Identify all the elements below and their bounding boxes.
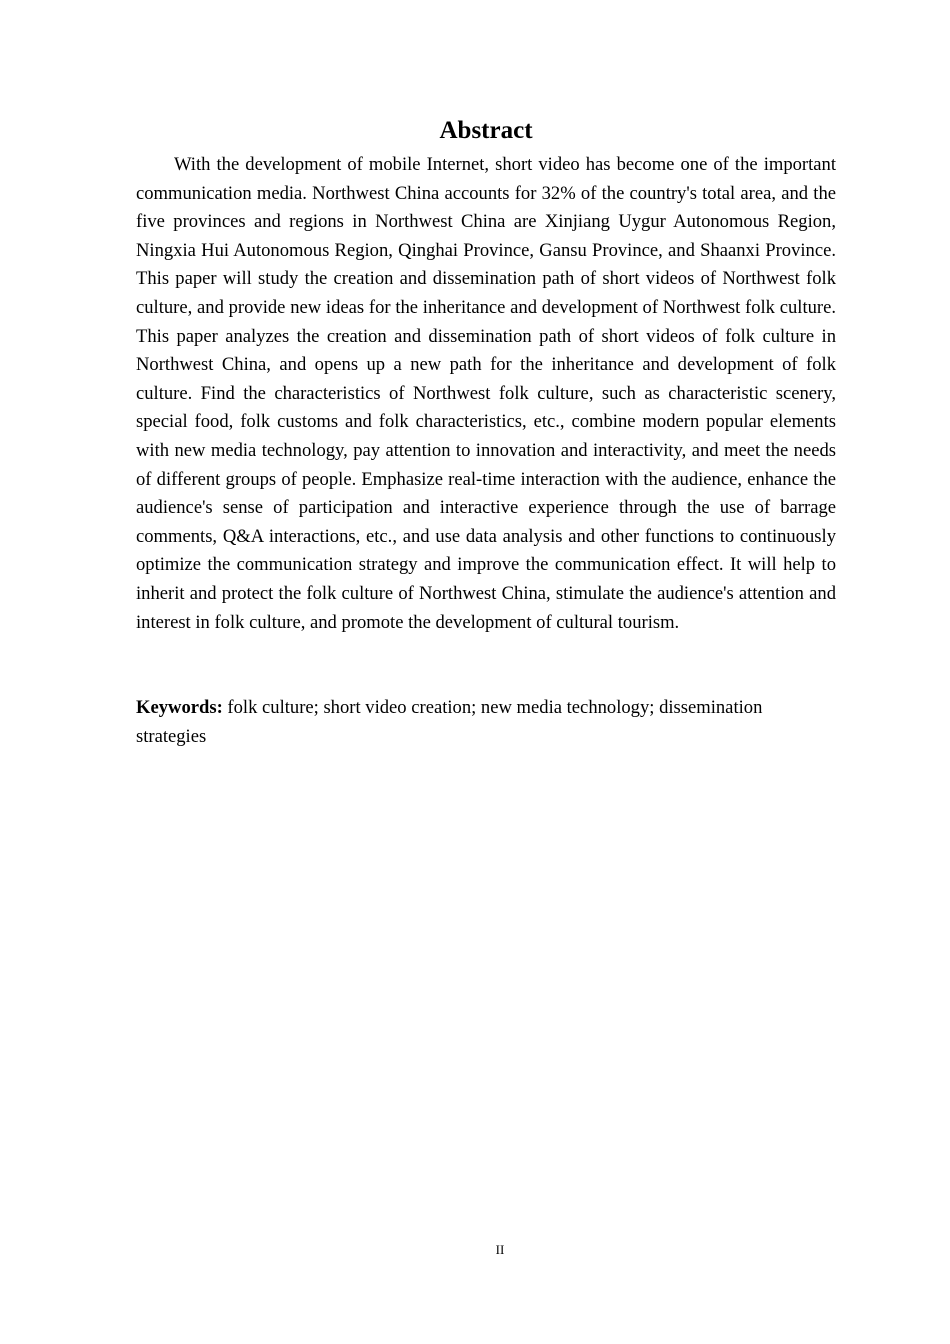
- abstract-body: With the development of mobile Internet, short video has become one of the important communication media. Northwest China accounts for 32% of the country's total area, and the five provinces and regions in Northwest China are Xinjiang Uygur Autonomous Region, Ningxia Hui Autonomous Region, Qinghai Province, Gansu Province, and Shaanxi Province. This paper will study the creation and dissemination path of short videos of Northwest folk culture, and provide new ideas for the inheritance and development of Northwest folk culture. This paper analyzes the creation and dissemination path of short videos of folk culture in Northwest China, and opens up a new path for the inheritance and development of folk culture. Find the characteristics of Northwest folk culture, such as characteristic scenery, special food, folk customs and folk characteristics, etc., combine modern popular elements with new media technology, pay attention to innovation and interactivity, and meet the needs of different groups of people. Emphasize real-time interaction with the audience, enhance the audience's sense of participation and interactive experience through the use of barrage comments, Q&A interactions, etc., and use data analysis and other functions to continuously optimize the communication strategy and improve the communication effect. It will help to inherit and protect the folk culture of Northwest China, stimulate the audience's attention and interest in folk culture, and promote the development of cultural tourism.: [136, 154, 836, 633]
- keywords-label: Keywords:: [136, 697, 223, 718]
- keywords-text: folk culture; short video creation; new media technology; dissemination strategies: [136, 697, 763, 747]
- page-number: II: [495, 1242, 505, 1257]
- keywords-line: [136, 694, 836, 751]
- abstract-title: Abstract: [439, 117, 533, 144]
